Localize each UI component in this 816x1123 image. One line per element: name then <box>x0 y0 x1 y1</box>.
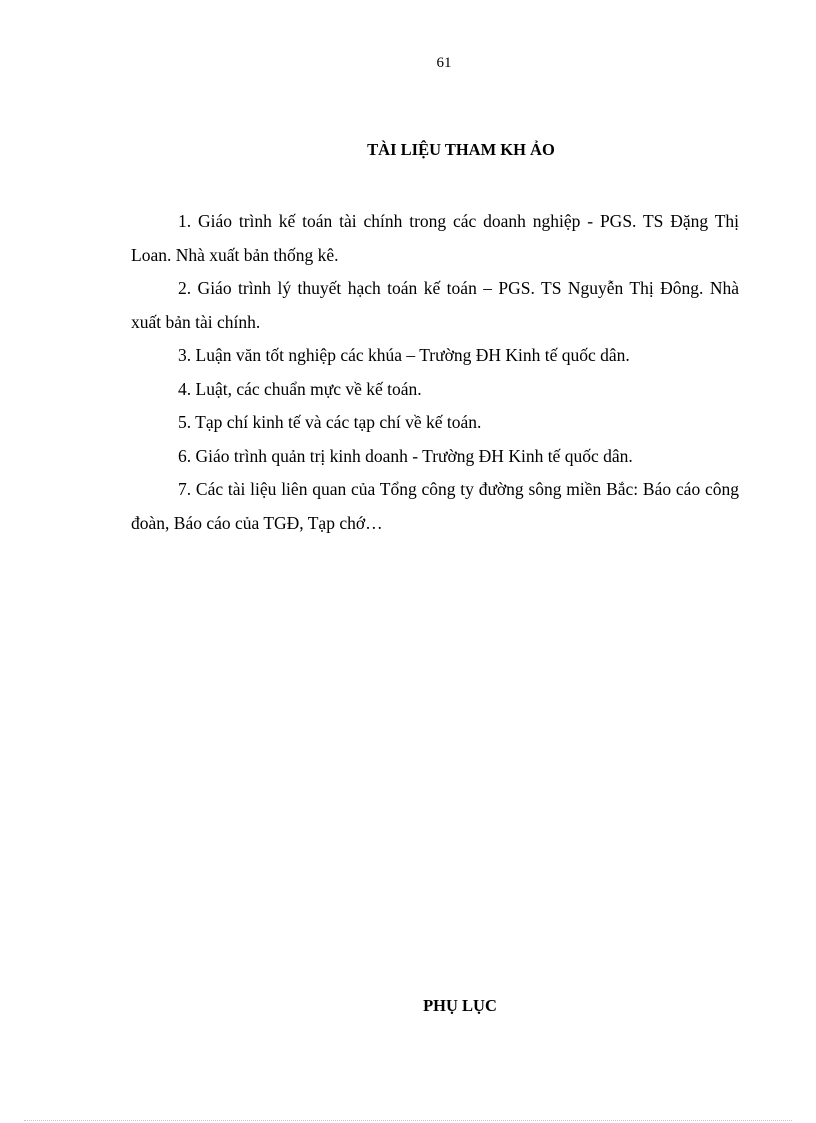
reference-item: 3. Luận văn tốt nghiệp các khúa – Trường ĐH Kinh tế quốc dân. <box>178 345 630 365</box>
references-list <box>131 205 739 540</box>
reference-item: 1. Giáo trình kế toán tài chính trong các doanh nghiệp - PGS. TS Đặng Thị Loan. Nhà xuất bản thống kê. <box>131 211 739 265</box>
page-number: 61 <box>436 55 452 71</box>
reference-item: 5. Tạp chí kinh tế và các tạp chí về kế toán. <box>178 412 482 432</box>
reference-item: 6. Giáo trình quản trị kinh doanh - Trường ĐH Kinh tế quốc dân. <box>178 445 633 466</box>
references-title: TÀI LIỆU THAM KH ẢO <box>367 140 555 159</box>
page-bottom-divider <box>24 1120 792 1121</box>
reference-item: 7. Các tài liệu liên quan của Tổng công ty đường sông miền Bắc: Báo cáo công đoàn, Báo cáo của TGĐ, Tạp chớ… <box>131 479 739 533</box>
reference-item: 4. Luật, các chuẩn mực về kế toán. <box>178 378 422 399</box>
appendix-title: PHỤ LỤC <box>423 996 497 1015</box>
reference-item: 2. Giáo trình lý thuyết hạch toán kế toán – PGS. TS Nguyễn Thị Đông. Nhà xuất bản tài chính. <box>131 278 739 332</box>
